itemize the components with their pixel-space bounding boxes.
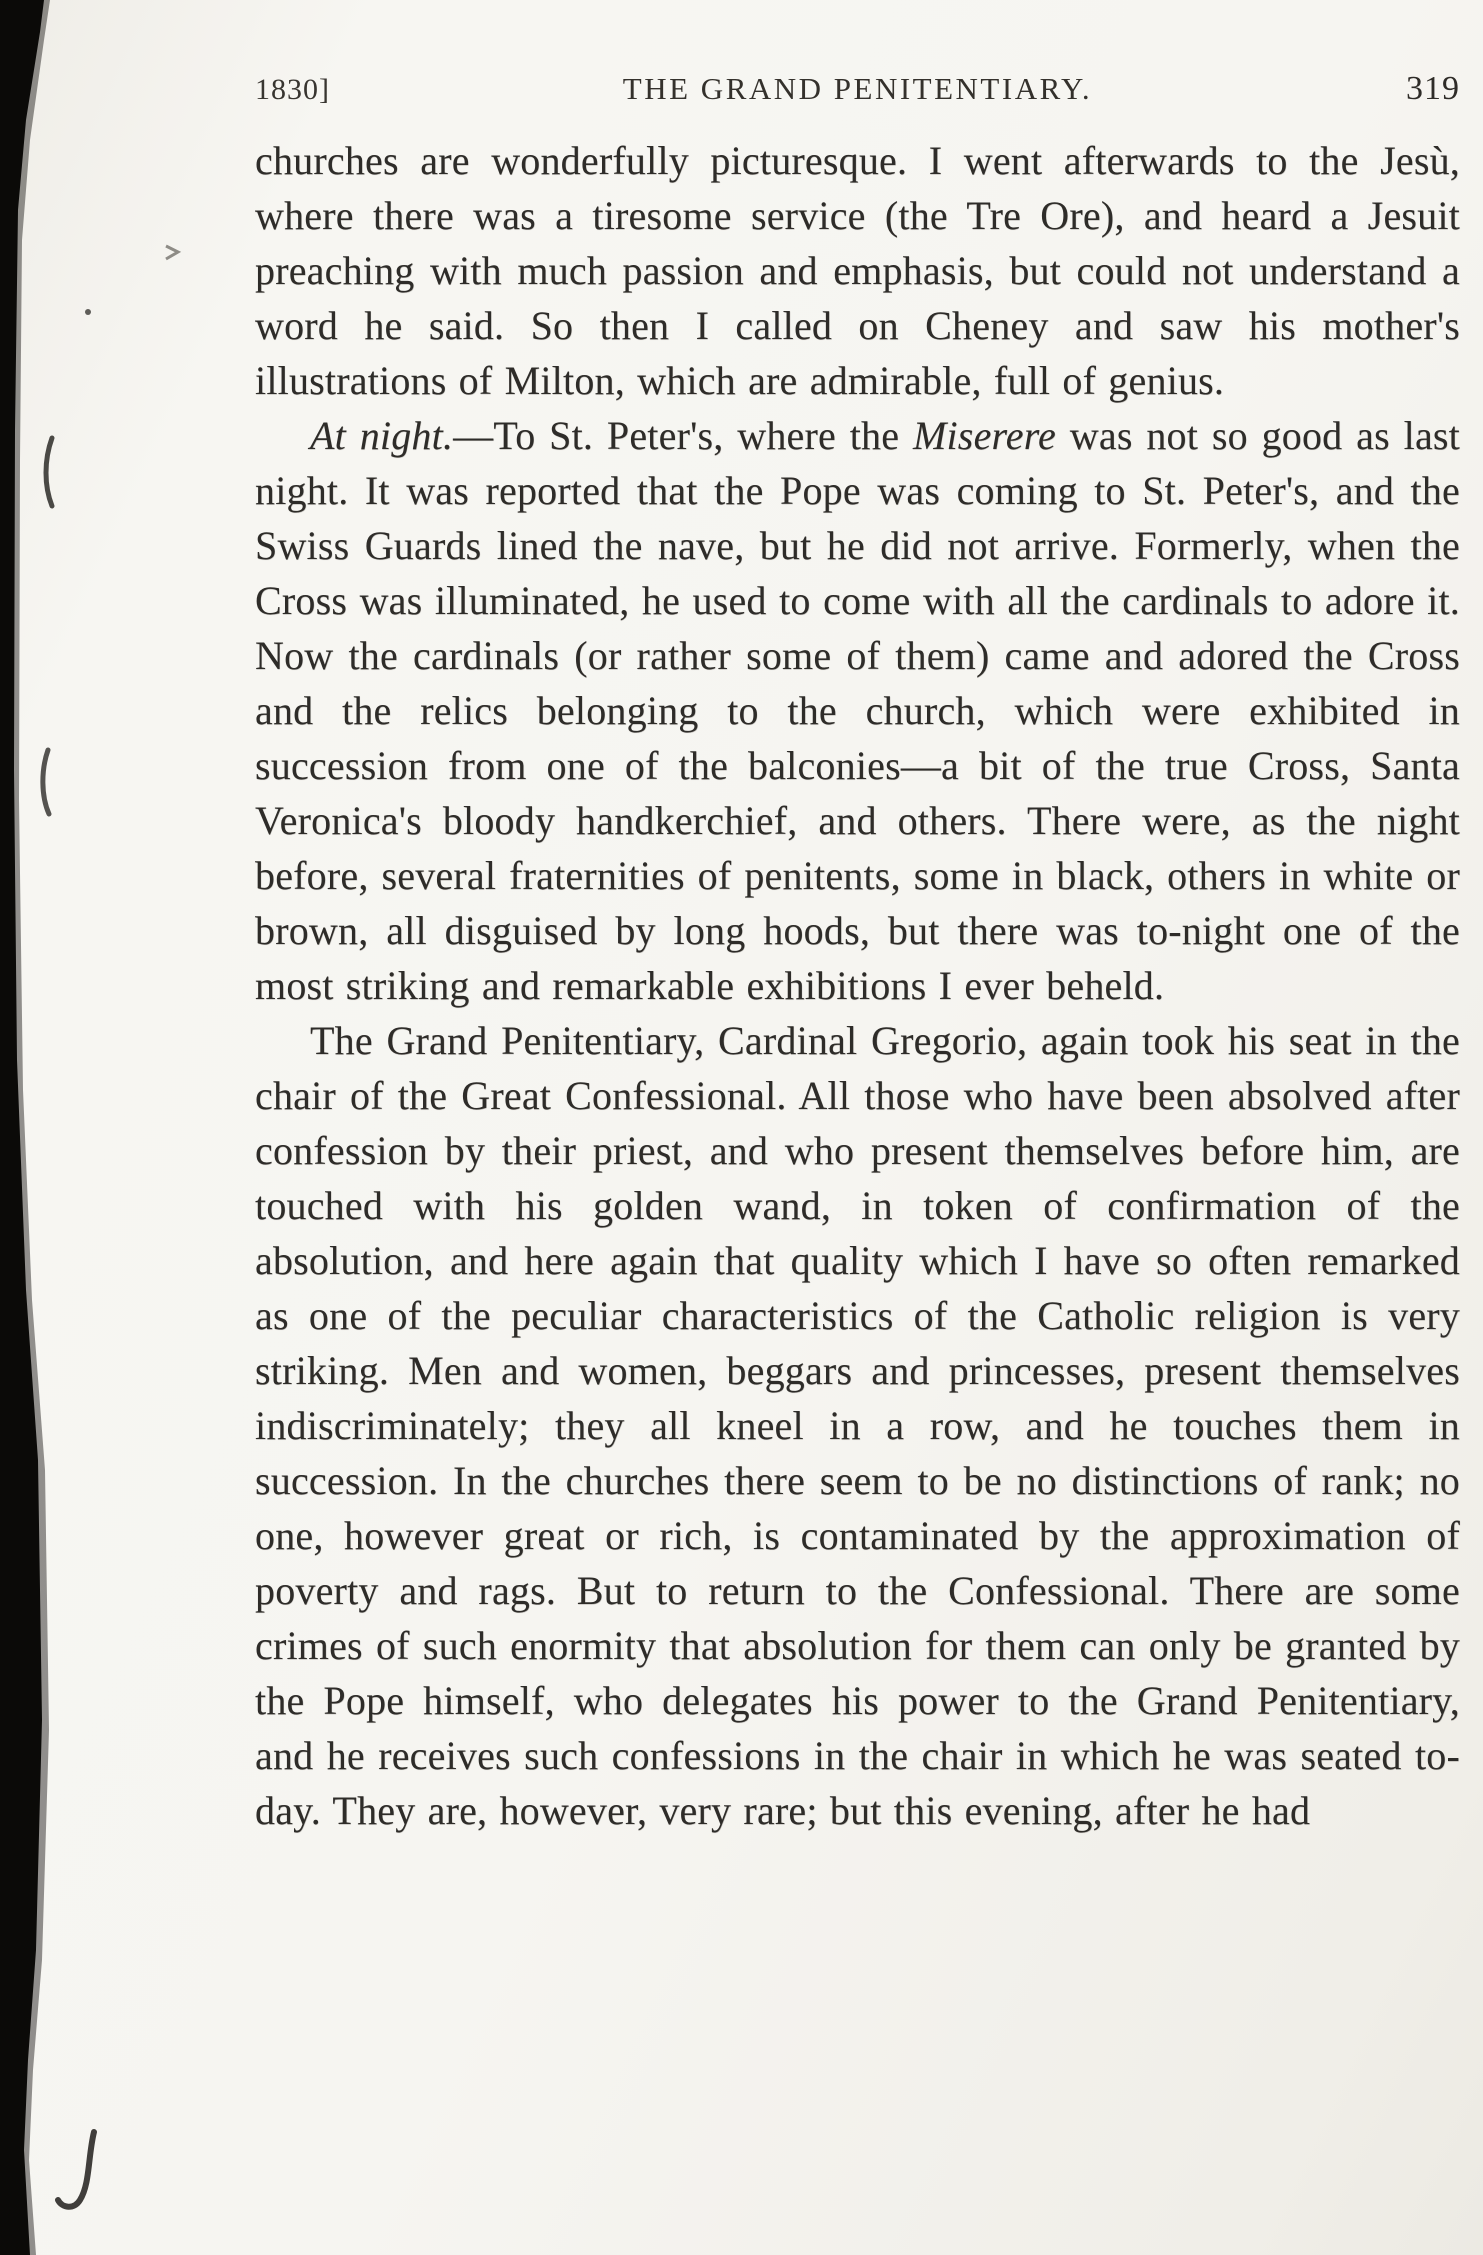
- scan-binding-shadow: [0, 0, 110, 2255]
- binding-edge-shape: [0, 0, 50, 2255]
- page-number: 319: [1406, 70, 1460, 107]
- header-year: 1830]: [255, 73, 330, 106]
- italic-lead: At night.: [310, 413, 454, 458]
- running-title: THE GRAND PENITENTIARY.: [622, 71, 1093, 106]
- paragraph-at-night: [255, 408, 1460, 1013]
- text-segment: —To St. Peter's, where the: [453, 413, 913, 458]
- paragraph-grand-penitentiary: The Grand Penitentiary, Cardinal Gregorio, again took his seat in the chair of the Great Confessional. All those who have been absolved after confession by their priest, and who present themselves before him, are touched with his golden wand, in token of confirmation of the absolution, and here again that quality which I have so often remarked as one of the peculiar characteristics of the Catholic religion is very striking. Men and women, beggars and princesses, present themselves indiscriminately; they all kneel in a row, and he touches them in succession. In the churches there seem to be no distinctions of rank; no one, however great or rich, is contaminated by the approximation of poverty and rags. But to return to the Confessional. There are some crimes of such enormity that absolution for them can only be granted by the Pope himself, who delegates his power to the Grand Penitentiary, and he receives such confessions in the chair in which he was seated to-day. They are, however, very rare; but this evening, after he had: [255, 1018, 1460, 1833]
- text-segment: was not so good as last night. It was reported that the Pope was coming to St. Peter's, and the Swiss Guards lined the nave, but he did not arrive. Formerly, when the Cross was illuminated, he used to come with all the cardinals to adore it. Now the cardinals (or rather some of them) came and adored the Cross and the relics belonging to the church, which were exhibited in succession from one of the balconies—a bit of the true Cross, Santa Veronica's bloody handkerchief, and others. There were, as the night before, several fraternities of penitents, some in black, others in white or brown, all disguised by long hoods, but there was to-night one of the most striking and remarkable exhibitions I ever beheld.: [255, 413, 1460, 1008]
- page-header: [255, 70, 1460, 108]
- paragraph-continuation: churches are wonderfully picturesque. I went afterwards to the Jesù, where there was a tiresome service (the Tre Ore), and heard a Jesuit preaching with much passion and emphasis, but could not understand a word he said. So then I called on Cheney and saw his mother's illustrations of Milton, which are admirable, full of genius.: [255, 138, 1460, 403]
- scan-speck: [160, 238, 190, 268]
- text-block: [255, 133, 1460, 1838]
- italic-term: Miserere: [912, 413, 1056, 458]
- scan-artifacts: [43, 309, 94, 2207]
